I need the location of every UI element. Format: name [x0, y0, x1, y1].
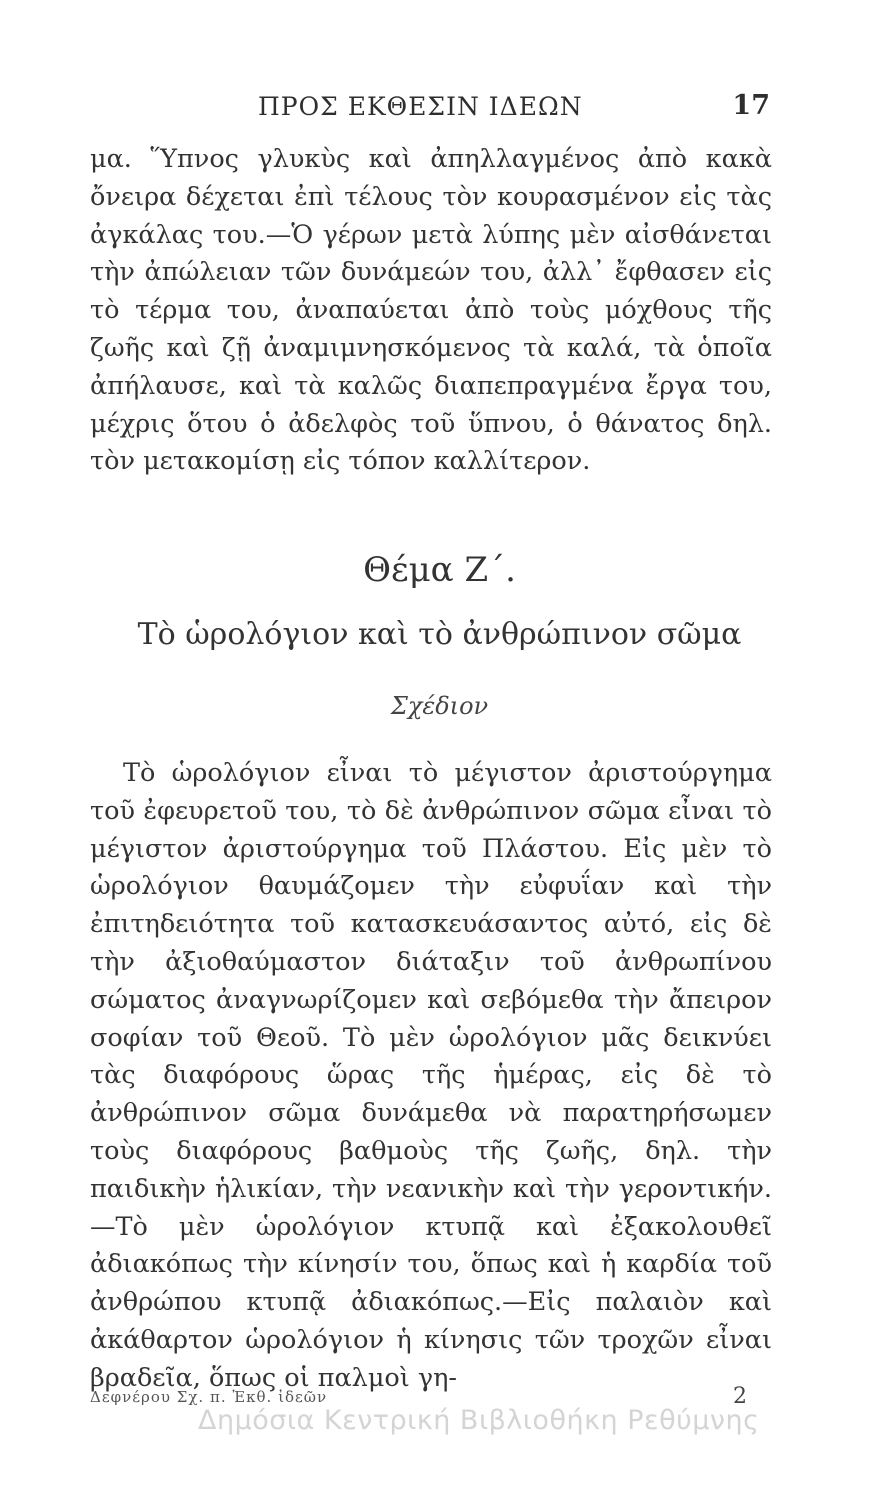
- running-head: [90, 92, 770, 128]
- library-watermark: Δημόσια Κεντρική Βιβλιοθήκη Ρεθύμνης: [198, 1405, 760, 1436]
- outline-label: Σχέδιον: [390, 692, 489, 720]
- page-number: 17: [732, 90, 770, 121]
- body-paragraph: [90, 755, 772, 1398]
- running-title: ΠΡΟΣ ΕΚΘΕΣΙΝ ΙΔΕΩΝ: [258, 92, 583, 121]
- theme-heading: Θέμα Ζ΄.: [363, 550, 516, 590]
- printer-signature: Δεφνέρου Σχ. π. Ἐκθ. ἰδεῶν: [90, 1388, 328, 1406]
- body-text: Τὸ ὡρολόγιον εἶναι τὸ μέγιστον ἀριστούργημα τοῦ ἐφευρετοῦ του, τὸ δὲ ἀνθρώπινον σῶμα εἶναι τὸ μέγιστον ἀριστούργημα τοῦ Πλάστου. Εἰς μὲν τὸ ὡρολόγιον θαυμάζομεν τὴν εὐφυΐαν καὶ τὴν ἐπιτηδειότητα τοῦ κατασκευάσαντος αὐτό, εἰς δὲ τὴν ἀξιοθαύμαστον διάταξιν τοῦ ἀνθρωπίνου σώματος ἀναγνωρίζομεν καὶ σεβόμεθα τὴν ἄπειρον σοφίαν τοῦ Θεοῦ. Τὸ μὲν ὡρολόγιον μᾶς δεικνύει τὰς διαφόρους ὥρας τῆς ἡμέρας, εἰς δὲ τὸ ἀνθρώπινον σῶμα δυνάμεθα νὰ παρατηρήσωμεν τοὺς διαφόρους βαθμοὺς τῆς ζωῆς, δηλ. τὴν παιδικὴν ἡλικίαν, τὴν νεανικὴν καὶ τὴν γεροντικήν.—Τὸ μὲν ὡρολόγιον κτυπᾷ καὶ ἐξακολουθεῖ ἀδιακόπως τὴν κίνησίν του, ὅπως καὶ ἡ καρδία τοῦ ἀνθρώπου κτυπᾷ ἀδιακόπως.—Εἰς παλαιὸν καὶ ἀκάθαρτον ὡρολόγιον ἡ κίνησις τῶν τροχῶν εἶναι βραδεῖα, ὅπως οἱ παλμοὶ γη-: [90, 758, 772, 1393]
- theme-subtitle: Τὸ ὡρολόγιον καὶ τὸ ἀνθρώπινον σῶμα: [137, 617, 742, 652]
- carryover-text: μα. Ὕπνος γλυκὺς καὶ ἀπηλλαγμένος ἀπὸ κακὰ ὄνειρα δέχεται ἐπὶ τέλους τὸν κουρασμένον εἰς τὰς ἀγκάλας του.—Ὁ γέρων μετὰ λύπης μὲν αἰσθάνεται τὴν ἀπώλειαν τῶν δυνάμεών του, ἀλλ᾽ ἔφθασεν εἰς τὸ τέρμα του, ἀναπαύεται ἀπὸ τοὺς μόχθους τῆς ζωῆς καὶ ζῇ ἀναμιμνησκόμενος τὰ καλά, τὰ ὁποῖα ἀπήλαυσε, καὶ τὰ καλῶς διαπεπραγμένα ἔργα του, μέχρις ὅτου ὁ ἀδελφὸς τοῦ ὕπνου, ὁ θάνατος δηλ. τὸν μετακομίσῃ εἰς τόπον καλλίτερον.: [90, 144, 772, 477]
- carryover-paragraph: [90, 141, 772, 481]
- signature-mark: 2: [733, 1384, 747, 1409]
